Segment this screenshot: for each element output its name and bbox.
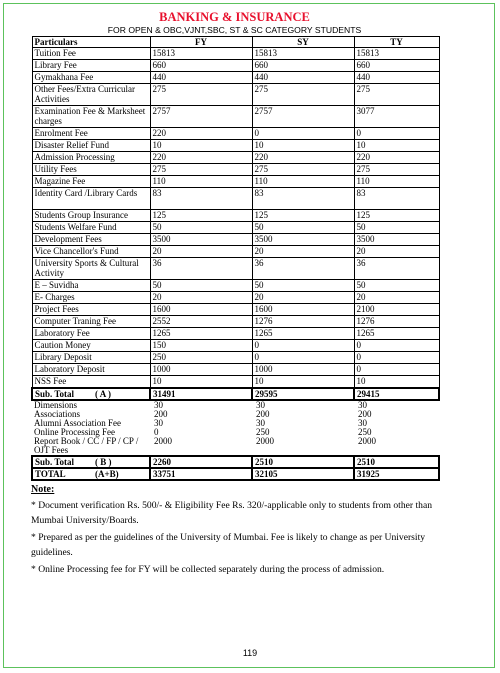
fee-row	[32, 292, 439, 304]
particular-cell: Utility Fees	[32, 164, 150, 176]
ty-cell: 50	[354, 222, 439, 234]
note-2: * Prepared as per the guidelines of the University of Mumbai. Fee is likely to change as per University guidelines.	[31, 532, 426, 558]
sy-cell: 20	[252, 292, 354, 304]
fee-table	[31, 36, 440, 481]
extra-fee-row	[32, 410, 439, 419]
subtotal-b-row	[32, 456, 439, 468]
extra-fee-row	[32, 419, 439, 428]
fy-cell: 2000	[154, 437, 172, 446]
ty-cell: 10	[354, 376, 439, 389]
sy-cell: 3500	[252, 234, 354, 246]
ty-cell: 1265	[354, 328, 439, 340]
fy-cell: 10	[150, 140, 252, 152]
fee-table-header	[32, 37, 439, 48]
particular-cell: Identity Card /Library Cards	[32, 188, 150, 210]
fee-rows	[32, 48, 439, 389]
particular-cell: Magazine Fee	[32, 176, 150, 188]
sy-cell: 1000	[252, 364, 354, 376]
particular-cell: Library Deposit	[32, 352, 150, 364]
sy-cell: 15813	[252, 48, 354, 60]
grand-total-label: TOTAL (A+B)	[32, 468, 150, 480]
subtotal-b-fy: 2260	[150, 456, 252, 468]
fy-cell: 110	[150, 176, 252, 188]
fee-row	[32, 364, 439, 376]
sy-cell: 1265	[252, 328, 354, 340]
grand-total-fy: 33751	[150, 468, 252, 480]
fy-cell: 1000	[150, 364, 252, 376]
fee-row	[32, 246, 439, 258]
fy-cell: 83	[150, 188, 252, 210]
sy-cell: 220	[252, 152, 354, 164]
particular-cell: University Sports & Cultural Activity	[32, 258, 150, 280]
fy-cell: 20	[150, 292, 252, 304]
ty-cell: 250	[358, 428, 372, 437]
subtotal-a-row	[32, 388, 439, 400]
fee-row	[32, 176, 439, 188]
fy-cell: 125	[150, 210, 252, 222]
ty-cell: 36	[354, 258, 439, 280]
fy-cell: 660	[150, 60, 252, 72]
sy-cell: 660	[252, 60, 354, 72]
fee-row	[32, 352, 439, 364]
fy-cell: 20	[150, 246, 252, 258]
fy-cell: 10	[150, 376, 252, 389]
header-ty: TY	[354, 37, 439, 48]
fee-row	[32, 60, 439, 72]
fy-cell: 30	[154, 419, 163, 428]
fee-row	[32, 72, 439, 84]
fee-row	[32, 304, 439, 316]
ty-cell: 20	[354, 292, 439, 304]
ty-cell: 125	[354, 210, 439, 222]
note-3: * Online Processing fee for FY will be collected separately during the process of admission.	[31, 564, 385, 575]
fy-cell: 36	[150, 258, 252, 280]
fee-row	[32, 164, 439, 176]
sy-cell: 275	[252, 164, 354, 176]
totals-section	[32, 456, 439, 480]
header-sy: SY	[252, 37, 354, 48]
fy-cell: 50	[150, 222, 252, 234]
fee-row	[32, 234, 439, 246]
fee-row	[32, 328, 439, 340]
sy-cell: 1276	[252, 316, 354, 328]
ty-cell: 30	[358, 419, 367, 428]
sy-cell: 20	[252, 246, 354, 258]
ty-cell: 50	[354, 280, 439, 292]
particular-cell: Online Processing Fee	[34, 428, 115, 437]
fee-row	[32, 210, 439, 222]
particular-cell: Enrolment Fee	[32, 128, 150, 140]
fy-cell: 440	[150, 72, 252, 84]
fy-cell: 275	[150, 84, 252, 106]
fee-row	[32, 376, 439, 389]
fy-cell: 50	[150, 280, 252, 292]
extra-fee-row	[32, 428, 439, 437]
page-number: 119	[242, 648, 258, 658]
ty-cell: 0	[354, 352, 439, 364]
particular-cell: Disaster Relief Fund	[32, 140, 150, 152]
fee-row	[32, 280, 439, 292]
particular-cell: Laboratory Fee	[32, 328, 150, 340]
fee-row	[32, 140, 439, 152]
ty-cell: 3077	[354, 106, 439, 128]
ty-cell: 83	[354, 188, 439, 210]
fee-row	[32, 188, 439, 210]
particular-cell: Students Welfare Fund	[32, 222, 150, 234]
particular-cell: Laboratory Deposit	[32, 364, 150, 376]
particular-cell: Caution Money	[32, 340, 150, 352]
particular-cell: Associations	[34, 410, 80, 419]
sy-cell: 2757	[252, 106, 354, 128]
sy-cell: 110	[252, 176, 354, 188]
sy-cell: 30	[256, 419, 265, 428]
fee-row	[32, 316, 439, 328]
ty-cell: 200	[358, 410, 372, 419]
sy-cell: 250	[256, 428, 270, 437]
subtotal-b-ty: 2510	[354, 456, 439, 468]
sy-cell: 275	[252, 84, 354, 106]
grand-total-ty: 31925	[354, 468, 439, 480]
fee-row	[32, 48, 439, 60]
note-heading: Note:	[31, 484, 55, 495]
sy-cell: 200	[256, 410, 270, 419]
particular-cell: Gymakhana Fee	[32, 72, 150, 84]
subtotal-a-section	[32, 388, 439, 400]
ty-cell: 0	[354, 364, 439, 376]
particular-cell: Dimensions	[34, 400, 78, 410]
fy-cell: 220	[150, 128, 252, 140]
fee-row	[32, 84, 439, 106]
ty-cell: 30	[358, 400, 367, 410]
grand-total-row	[32, 468, 439, 480]
fy-cell: 15813	[150, 48, 252, 60]
grand-total-sy: 32105	[252, 468, 354, 480]
document-subtitle: FOR OPEN & OBC,VJNT,SBC, ST & SC CATEGORY STUDENTS	[107, 25, 362, 35]
ty-cell: 10	[354, 140, 439, 152]
subtotal-b-sy: 2510	[252, 456, 354, 468]
header-fy: FY	[150, 37, 252, 48]
ty-cell: 660	[354, 60, 439, 72]
particular-cell: Report Book / CC / FP / CP / OJT Fees	[34, 437, 139, 455]
sy-cell: 50	[252, 280, 354, 292]
ty-cell: 1276	[354, 316, 439, 328]
sy-cell: 440	[252, 72, 354, 84]
ty-cell: 20	[354, 246, 439, 258]
fy-cell: 250	[150, 352, 252, 364]
particular-cell: Alumni Association Fee	[34, 419, 121, 428]
particular-cell: Library Fee	[32, 60, 150, 72]
ty-cell: 2100	[354, 304, 439, 316]
ty-cell: 440	[354, 72, 439, 84]
particular-cell: Computer Traning Fee	[32, 316, 150, 328]
sy-cell: 10	[252, 376, 354, 389]
ty-cell: 110	[354, 176, 439, 188]
sy-cell: 83	[252, 188, 354, 210]
subtotal-a-sy: 29595	[252, 388, 354, 400]
fee-row	[32, 222, 439, 234]
particular-cell: Project Fees	[32, 304, 150, 316]
ty-cell: 0	[354, 340, 439, 352]
particular-cell: Vice Chancellor's Fund	[32, 246, 150, 258]
fy-cell: 1600	[150, 304, 252, 316]
particular-cell: Admission Processing	[32, 152, 150, 164]
fy-cell: 275	[150, 164, 252, 176]
sy-cell: 10	[252, 140, 354, 152]
subtotal-a-label: Sub. Total ( A )	[32, 388, 150, 400]
particular-cell: Tuition Fee	[32, 48, 150, 60]
fy-cell: 2552	[150, 316, 252, 328]
particular-cell: NSS Fee	[32, 376, 150, 389]
sy-cell: 50	[252, 222, 354, 234]
ty-cell: 275	[354, 164, 439, 176]
particular-cell: E – Suvidha	[32, 280, 150, 292]
note-1: * Document verification Rs. 500/- & Eligibility Fee Rs. 320/-applicable only to students from other than Mumbai University/Boards.	[31, 500, 433, 526]
fee-row	[32, 340, 439, 352]
fee-document	[31, 10, 438, 578]
sy-cell: 0	[252, 128, 354, 140]
sy-cell: 0	[252, 352, 354, 364]
fy-cell: 200	[154, 410, 168, 419]
ty-cell: 2000	[358, 437, 376, 446]
sy-cell: 0	[252, 340, 354, 352]
particular-cell: Students Group Insurance	[32, 210, 150, 222]
fee-row	[32, 128, 439, 140]
subtotal-b-label: Sub. Total ( B )	[32, 456, 150, 468]
subtotal-a-ty: 29415	[354, 388, 439, 400]
ty-cell: 220	[354, 152, 439, 164]
extra-fee-row	[32, 400, 439, 410]
fee-row	[32, 258, 439, 280]
fy-cell: 150	[150, 340, 252, 352]
fy-cell: 220	[150, 152, 252, 164]
fy-cell: 2757	[150, 106, 252, 128]
ty-cell: 0	[354, 128, 439, 140]
header-particulars: Particulars	[32, 37, 150, 48]
fee-row	[32, 152, 439, 164]
ty-cell: 15813	[354, 48, 439, 60]
document-title: BANKING & INSURANCE	[159, 10, 310, 24]
particular-cell: Other Fees/Extra Curricular Activities	[32, 84, 150, 106]
sy-cell: 30	[256, 400, 265, 410]
fy-cell: 0	[154, 428, 159, 437]
fy-cell: 30	[154, 400, 163, 410]
extra-fee-row	[32, 437, 439, 456]
fee-row	[32, 106, 439, 128]
sy-cell: 36	[252, 258, 354, 280]
ty-cell: 3500	[354, 234, 439, 246]
subtotal-a-fy: 31491	[150, 388, 252, 400]
particular-cell: Development Fees	[32, 234, 150, 246]
extra-fee-rows	[32, 400, 439, 456]
sy-cell: 125	[252, 210, 354, 222]
particular-cell: E- Charges	[32, 292, 150, 304]
fy-cell: 3500	[150, 234, 252, 246]
ty-cell: 275	[354, 84, 439, 106]
sy-cell: 1600	[252, 304, 354, 316]
sy-cell: 2000	[256, 437, 274, 446]
fy-cell: 1265	[150, 328, 252, 340]
particular-cell: Examination Fee & Marksheet charges	[32, 106, 150, 128]
